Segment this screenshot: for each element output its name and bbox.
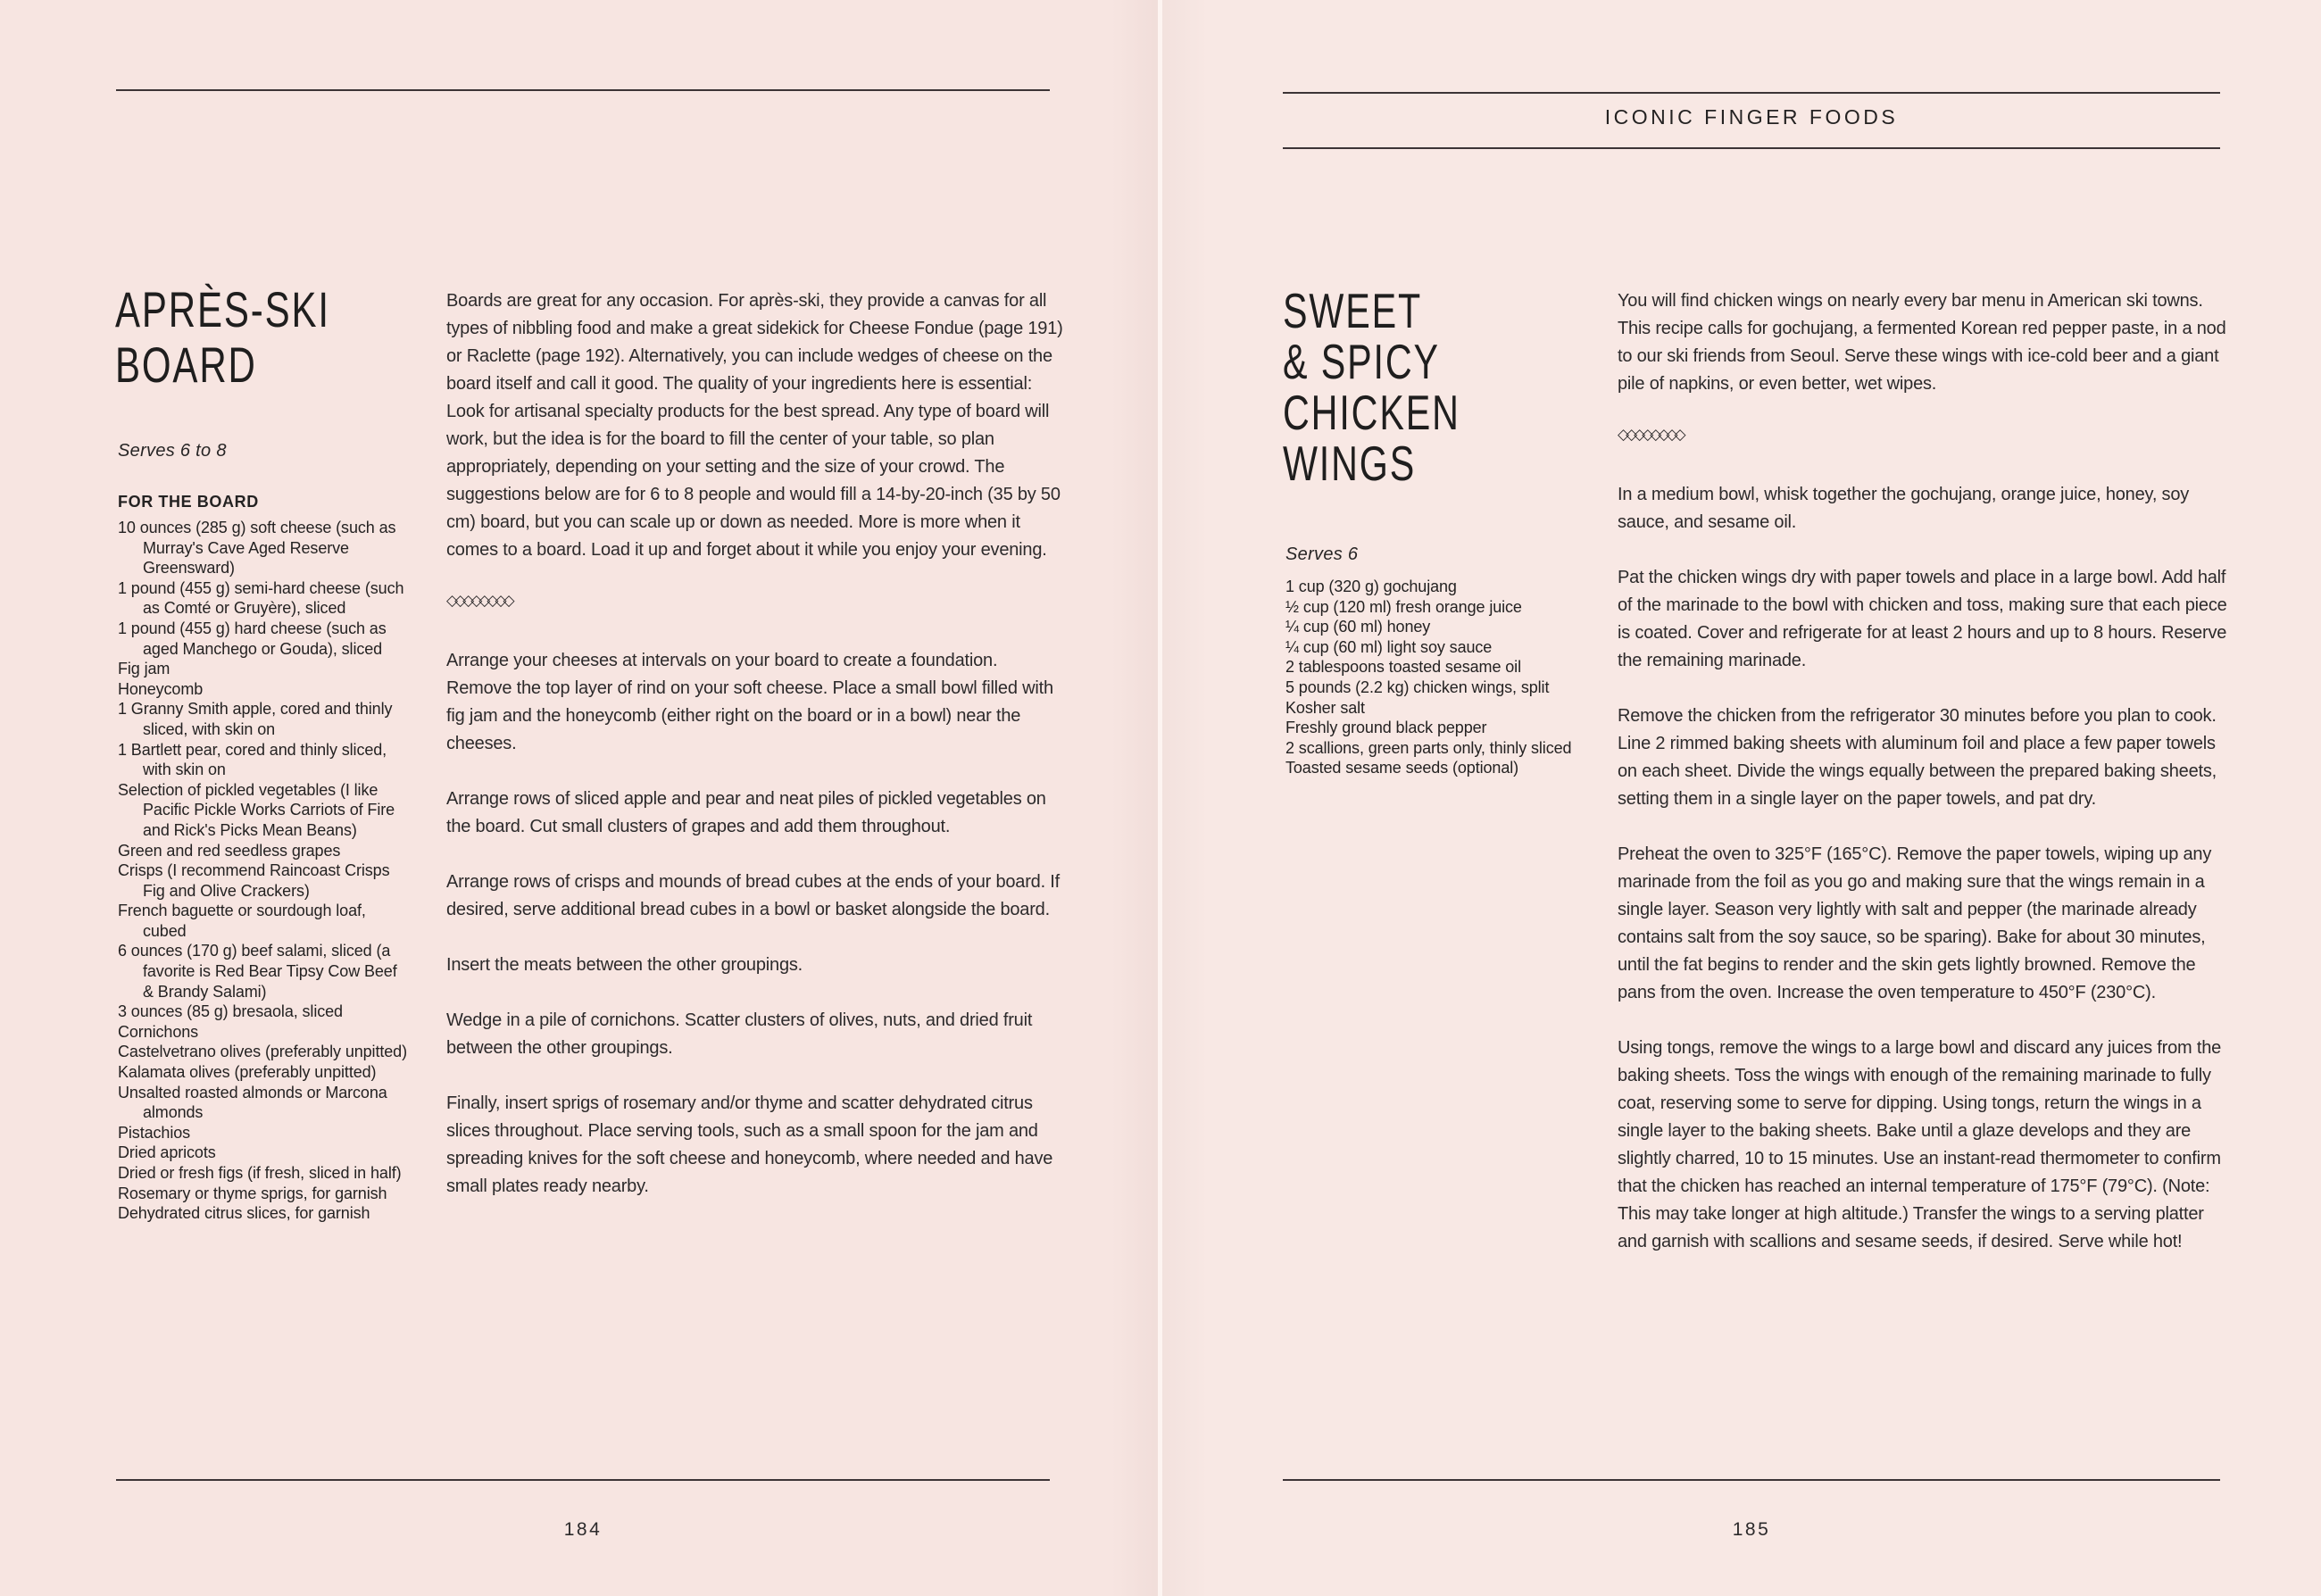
page-number-left: 184 xyxy=(563,1519,603,1540)
method-paragraph: Pat the chicken wings dry with paper towels and place in a large bowl. Add half of the marinade to the bowl with chicken and toss, making sure that each piece is coated. Cover and refrigerate for at least 2 hours and up to 8 hours. Reserve the remaining marinade. xyxy=(1618,568,2227,670)
ingredient-item: ½ cup (120 ml) fresh orange juice xyxy=(1285,597,1522,616)
diamond-ornament-left: ◇◇◇◇◇◇◇◇ xyxy=(446,592,512,609)
ingredient-item: 5 pounds (2.2 kg) chicken wings, split xyxy=(1285,677,1550,696)
intro-paragraph: Boards are great for any occasion. For après-ski, they provide a canvas for all types of nibbling food and make a great sidekick for Cheese Fondue (page 191) or Raclette (page 192). Alternatively, you can include wedges of cheese on the board itself and call it good. The quality of your ingredients here is essential: Look for artisanal specialty products for the best spread. Any type of board will work, but the idea is for the board to fill the center of your table, so plan appropriately, depending on your setting and the size of your crowd. The suggestions below are for 6 to 8 people and would fill a 14-by-20-inch (35 by 50 cm) board, but you can scale up or down as needed. More is more when it comes to a board. Load it up and forget about it while you enjoy your evening. xyxy=(446,291,1063,560)
recipe-title-line: WINGS xyxy=(1283,436,1417,491)
serves-note-left: Serves 6 to 8 xyxy=(118,441,227,461)
left-bottom-rule xyxy=(116,1479,1050,1481)
intro-paragraphs-right xyxy=(1618,287,2230,398)
method-paragraph: Wedge in a pile of cornichons. Scatter clusters of olives, nuts, and dried fruit between the other groupings. xyxy=(446,1010,1033,1058)
ingredient-item: Green and red seedless grapes xyxy=(118,841,341,860)
recipe-title-line: APRÈS-SKI xyxy=(115,281,330,337)
ingredient-item: 1 Bartlett pear, cored and thinly sliced, with skin on xyxy=(118,740,387,779)
method-paragraph: Arrange rows of crisps and mounds of bread cubes at the ends of your board. If desired, serve additional bread cubes in a bowl or basket alongside the board. xyxy=(446,872,1061,919)
ingredient-item: Dried or fresh figs (if fresh, sliced in half) xyxy=(118,1164,402,1182)
ingredient-item: Pistachios xyxy=(118,1123,191,1142)
recipe-title-right xyxy=(1283,283,1460,491)
running-head: ICONIC FINGER FOODS xyxy=(1604,105,1899,129)
intro-paragraphs-left xyxy=(446,287,1066,564)
method-paragraph: Remove the chicken from the refrigerator 30 minutes before you plan to cook. Line 2 rimmed baking sheets with aluminum foil and place a few paper towels on each sheet. Divide the wings equally between the prepared baking sheets, setting them in a single layer on the paper towels, and pat dry. xyxy=(1618,706,2217,809)
ingredient-item: 1 pound (455 g) hard cheese (such as aged Manchego or Gouda), sliced xyxy=(118,619,387,658)
method-paragraphs-right xyxy=(1618,481,2230,1256)
ingredient-item: ¼ cup (60 ml) light soy sauce xyxy=(1285,637,1493,656)
ingredient-item: Dried apricots xyxy=(118,1143,216,1162)
recipe-title-line: & SPICY xyxy=(1283,334,1440,389)
diamond-ornament-right: ◇◇◇◇◇◇◇◇ xyxy=(1618,426,1683,443)
ingredient-item: 1 pound (455 g) semi-hard cheese (such as Comté or Gruyère), sliced xyxy=(118,578,404,618)
ingredient-item: Honeycomb xyxy=(118,679,204,698)
gutter-shadow-right xyxy=(1162,0,1209,1596)
right-head-rule-top xyxy=(1283,92,2220,94)
recipe-title-line: BOARD xyxy=(115,337,257,393)
intro-paragraph: You will find chicken wings on nearly every bar menu in American ski towns. This recipe calls for gochujang, a fermented Korean red pepper paste, in a nod to our ski friends from Seoul. Serve these wings with ice-cold beer and a giant pile of napkins, or even better, wet wipes. xyxy=(1618,291,2226,394)
ingredient-item: Crisps (I recommend Raincoast Crisps Fig and Olive Crackers) xyxy=(118,861,390,900)
ingredient-item: 1 Granny Smith apple, cored and thinly sliced, with skin on xyxy=(118,700,393,738)
ingredients-list-right xyxy=(1285,577,1582,778)
method-paragraph: Insert the meats between the other groupings. xyxy=(446,955,803,975)
body-column-right xyxy=(1618,287,2230,1284)
ingredient-item: 3 ounces (85 g) bresaola, sliced xyxy=(118,1002,343,1021)
ingredient-item: Unsalted roasted almonds or Marcona almonds xyxy=(118,1083,387,1122)
recipe-title-line: CHICKEN xyxy=(1283,385,1460,440)
method-paragraph: Finally, insert sprigs of rosemary and/or thyme and scatter dehydrated citrus slices throughout. Place serving tools, such as a small spoon for the jam and spreading knives for the soft cheese and honeycomb, where needed and have small plates ready nearby. xyxy=(446,1093,1053,1196)
body-column-left xyxy=(446,287,1066,1228)
method-paragraph: Preheat the oven to 325°F (165°C). Remove the paper towels, wiping up any marinade from the foil as you go and making sure that the wings remain in a single layer. Season very lightly with salt and pepper (the marinade already contains salt from the soy sauce, so be sparing). Bake for about 30 minutes, until the fat begins to render and the skin gets lightly browned. Remove the pans from the oven. Increase the oven temperature to 450°F (230°C). xyxy=(1618,844,2212,1002)
ingredient-item: Kosher salt xyxy=(1285,698,1365,717)
method-paragraph: Arrange your cheeses at intervals on your board to create a foundation. Remove the top layer of rind on your soft cheese. Place a small bowl filled with fig jam and the honeycomb (either right on the board or in a bowl) near the cheeses. xyxy=(446,651,1053,753)
right-head-rule-bottom xyxy=(1283,147,2220,149)
ingredient-item: Cornichons xyxy=(118,1022,199,1041)
ingredient-item: Fig jam xyxy=(118,660,171,678)
gutter-line xyxy=(1158,0,1162,1596)
method-paragraph: Using tongs, remove the wings to a large bowl and discard any juices from the baking sheets. Toss the wings with enough of the remaining marinade to fully coat, reserving some to serve for dipping. Using tongs, return the wings in a single layer to the baking sheets. Bake until a glaze develops and they are slightly charred, 10 to 15 minutes. Use an instant-read thermometer to confirm that the chicken has reached an internal temperature of 175°F (79°C). (Note: This may take longer at high altitude.) Transfer the wings to a serving platter and garnish with scallions and sesame seeds, if desired. Serve while hot! xyxy=(1618,1038,2222,1251)
right-bottom-rule xyxy=(1283,1479,2220,1481)
ingredient-item: Dehydrated citrus slices, for garnish xyxy=(118,1204,370,1223)
ingredient-item: Rosemary or thyme sprigs, for garnish xyxy=(118,1184,387,1202)
method-paragraph: In a medium bowl, whisk together the gochujang, orange juice, honey, soy sauce, and sesame oil. xyxy=(1618,485,2190,532)
gutter-shadow-left xyxy=(1111,0,1158,1596)
ingredient-item: Selection of pickled vegetables (I like Pacific Pickle Works Carriots of Fire and Rick's Picks Mean Beans) xyxy=(118,780,395,839)
ingredient-item: 2 scallions, green parts only, thinly sliced xyxy=(1285,738,1572,757)
ingredient-item: ¼ cup (60 ml) honey xyxy=(1285,618,1431,636)
ingredient-item: 10 ounces (285 g) soft cheese (such as Murray's Cave Aged Reserve Greensward) xyxy=(118,519,396,578)
left-top-rule xyxy=(116,89,1050,91)
ingredients-list-left xyxy=(118,518,409,1224)
ingredient-item: Freshly ground black pepper xyxy=(1285,719,1487,737)
method-paragraph: Arrange rows of sliced apple and pear and neat piles of pickled vegetables on the board. Cut small clusters of grapes and add them throughout. xyxy=(446,789,1046,836)
ingredient-item: Toasted sesame seeds (optional) xyxy=(1285,759,1519,777)
ingredient-item: 2 tablespoons toasted sesame oil xyxy=(1285,658,1521,677)
ingredients-header-left: FOR THE BOARD xyxy=(118,493,259,511)
recipe-title-line: SWEET xyxy=(1283,283,1423,338)
ingredient-item: Castelvetrano olives (preferably unpitted) xyxy=(118,1043,407,1061)
method-paragraphs-left xyxy=(446,647,1066,1201)
ingredient-item: Kalamata olives (preferably unpitted) xyxy=(118,1063,377,1082)
recipe-title-left xyxy=(115,282,330,393)
ingredient-item: 1 cup (320 g) gochujang xyxy=(1285,578,1457,595)
page-number-right: 185 xyxy=(1732,1519,1771,1540)
ingredient-item: French baguette or sourdough loaf, cubed xyxy=(118,902,366,940)
serves-note-right: Serves 6 xyxy=(1285,544,1359,564)
ingredient-item: 6 ounces (170 g) beef salami, sliced (a favorite is Red Bear Tipsy Cow Beef & Brandy Salami) xyxy=(118,942,397,1001)
